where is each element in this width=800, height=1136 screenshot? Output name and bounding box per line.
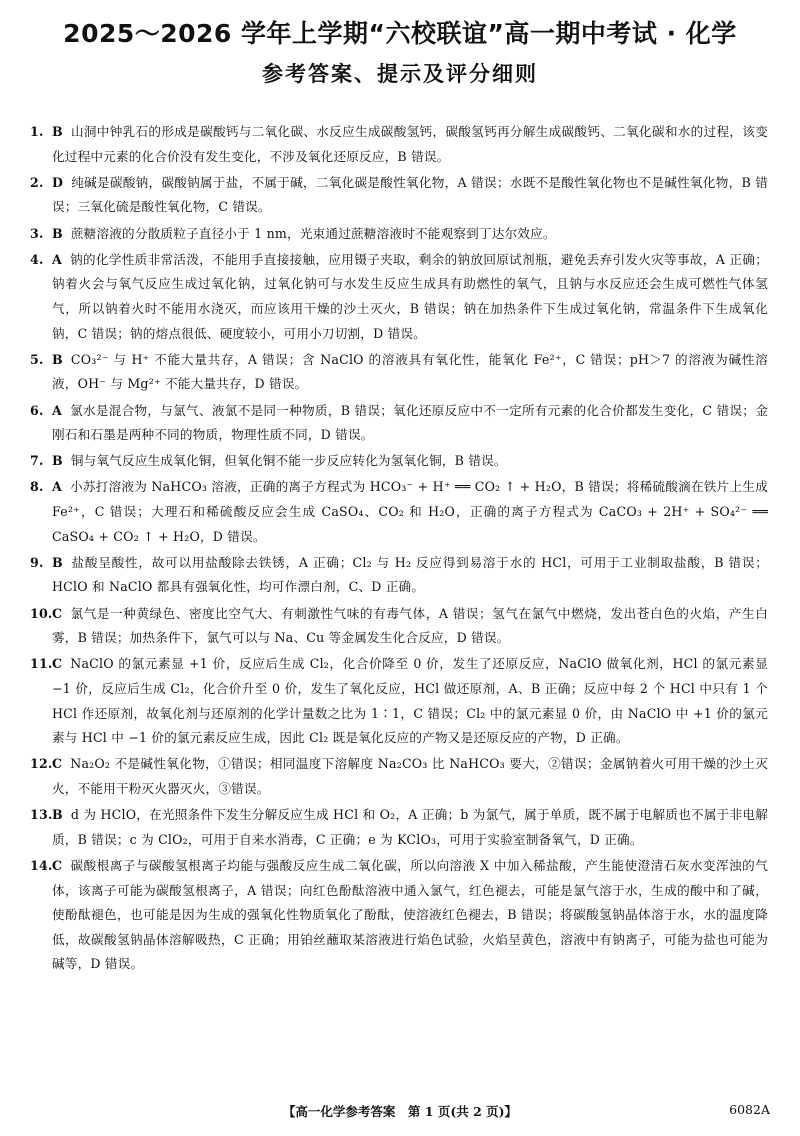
answer-letter: B [52,225,63,241]
explanation-text: 氯气是一种黄绿色、密度比空气大、有刺激性气味的有毒气体，A 错误；氢气在氯气中燃烧，发出苍白色的火焰，产生白雾，B 错误；加热条件下，氯气可以与 Na、Cu 等金属发生化合反应，D 错误。 [52,605,768,646]
explanation-text: 钠的化学性质非常活泼，不能用手直接接触，应用镊子夹取，剩余的钠放回原试剂瓶，避免丢弃引发火灾等事故，A 正确；钠着火会与氧气反应生成过氧化钠，过氧化钠可与水发生反应生成具有助燃性的氧气，且钠与水反应还会生成可燃性气体氢气，所以钠着火时不能用水浇灭，而应该用干燥的沙土灭火，B 错误；钠在加热条件下生成过氧化钠，常温条件下生成氧化钠，C 错误；钠的熔点很低、硬度较小，可用小刀切割，D 错误。 [52,251,768,341]
answer-item [30,752,768,801]
question-number: 3. [30,225,44,241]
answer-item [30,652,768,750]
answer-item [30,171,768,220]
question-number: 5. [30,351,44,367]
explanation-text: 小苏打溶液为 NaHCO₃ 溶液，正确的离子方程式为 HCO₃⁻ + H⁺ ══ CO₂ ↑ + H₂O，B 错误；将稀硫酸滴在铁片上生成 Fe²⁺，C 错误；大理石和稀硫酸反应会生成 CaSO₄、CO₂ 和 H₂O，正确的离子方程式为 CaCO₃ + 2H⁺ + SO₄²⁻ ══ CaSO₄ + CO₂ ↑ + H₂O，D 错误。 [52,479,768,544]
answer-letter: C [52,756,63,772]
question-number: 13. [30,807,53,823]
answer-letter: B [52,453,63,469]
page-title: 2025～2026 学年上学期“六校联谊”高一期中考试 · 化学 [63,19,737,48]
question-number: 10. [30,605,53,621]
answer-item [30,222,768,247]
answer-item [30,475,768,549]
question-number: 4. [30,251,44,267]
answer-item [30,602,768,651]
answer-list [30,120,768,979]
document-code: 6082A [729,1102,770,1117]
answer-letter: C [52,857,63,873]
answer-item [30,803,768,852]
answer-letter: C [52,605,63,621]
answer-item [30,399,768,448]
explanation-text: NaClO 的氯元素显 +1 价，反应后生成 Cl₂，化合价降至 0 价，发生了还原反应，NaClO 做氧化剂，HCl 的氯元素显 −1 价，反应后生成 Cl₂，化合价升至 0 价，发生了氧化反应，HCl 做还原剂，A、B 正确；反应中每 2 个 HCl 中只有 1 个 HCl 作还原剂，故氧化剂与还原剂的化学计量数之比为 1∶1，C 错误；Cl₂ 中的氯元素显 0 价，由 NaClO 中 +1 价的氯元素与 HCl 中 −1 价的氯元素反应生成，因此 Cl₂ 既是氧化反应的产物又是还原反应的产物，D 正确。 [52,656,768,746]
explanation-text: 盐酸呈酸性，故可以用盐酸除去铁锈，A 正确；Cl₂ 与 H₂ 反应得到易溶于水的 HCl，可用于工业制取盐酸，B 错误；HClO 和 NaClO 都具有强氧化性，均可作漂白剂，C、D 正确。 [52,554,768,595]
question-number: 9. [30,554,44,570]
answer-item [30,120,768,169]
explanation-text: 碳酸根离子与碳酸氢根离子均能与强酸反应生成二氧化碳，所以向溶液 X 中加入稀盐酸，产生能使澄清石灰水变浑浊的气体，该离子可能为碳酸氢根离子，A 错误；向红色酚酞溶液中通入氯气，红色褪去，可能是氯气溶于水，生成的酸中和了碱，使酚酞褪色，也可能是因为生成的强氧化性物质氧化了酚酞，使溶液红色褪去，B 错误；将碳酸氢钠晶体溶于水，水的温度降低，故碳酸氢钠晶体溶解吸热，C 正确；用铂丝蘸取某溶液进行焰色试验，火焰呈黄色，溶液中有钠离子，可能为盐也可能为碱等，D 错误。 [52,857,768,972]
answer-letter: C [52,656,63,672]
question-number: 8. [30,479,44,495]
explanation-text: 纯碱是碳酸钠，碳酸钠属于盐，不属于碱，二氧化碳是酸性氧化物，A 错误；水既不是酸性氧化物也不是碱性氧化物，B 错误；三氧化硫是酸性氧化物，C 错误。 [52,174,768,215]
answer-letter: B [52,124,63,139]
question-number: 2. [30,174,44,190]
answer-letter: B [52,807,63,823]
question-number: 12. [30,756,53,772]
answer-item [30,551,768,600]
answer-item [30,348,768,397]
page-subtitle: 参考答案、提示及评分细则 [262,62,538,86]
answer-letter: B [52,351,63,367]
explanation-text: CO₃²⁻ 与 H⁺ 不能大量共存，A 错误；含 NaClO 的溶液具有氧化性，能氧化 Fe²⁺，C 错误；pH＞7 的溶液为碱性溶液，OH⁻ 与 Mg²⁺ 不能大量共存，D 错误。 [52,351,768,392]
answer-letter: A [52,479,62,495]
answer-letter: A [52,251,62,267]
question-number: 11. [30,656,53,672]
explanation-text: d 为 HClO，在光照条件下发生分解反应生成 HCl 和 O₂，A 正确；b 为氯气，属于单质，既不属于电解质也不属于非电解质，B 错误；c 为 ClO₂，可用于自来水消毒，C 正确；e 为 KClO₃，可用于实验室制备氧气，D 正确。 [52,807,768,847]
question-number: 7. [30,453,44,469]
question-number: 6. [30,402,44,418]
page-footer: 【高一化学参考答案 第 1 页(共 2 页)】 [282,1104,518,1119]
answer-item [30,449,768,474]
question-number: 14. [30,857,53,873]
answer-item [30,248,768,346]
explanation-text: 山洞中钟乳石的形成是碳酸钙与二氧化碳、水反应生成碳酸氢钙，碳酸氢钙再分解生成碳酸钙、二氧化碳和水的过程，该变化过程中元素的化合价没有发生变化，不涉及氧化还原反应，B 错误。 [52,124,768,164]
explanation-text: 蔗糖溶液的分散质粒子直径小于 1 nm，光束通过蔗糖溶液时不能观察到丁达尔效应。 [70,225,556,241]
answer-letter: A [52,402,62,418]
question-number: 1. [30,124,44,139]
answer-item [30,854,768,977]
answer-letter: D [52,174,64,190]
answer-letter: B [52,554,63,570]
explanation-text: 铜与氧气反应生成氧化铜，但氧化铜不能一步反应转化为氢氧化铜，B 错误。 [70,453,507,469]
explanation-text: Na₂O₂ 不是碱性氧化物，①错误；相同温度下溶解度 Na₂CO₃ 比 NaHCO₃ 要大，②错误；金属钠着火可用干燥的沙土灭火，不能用干粉灭火器灭火，③错误。 [52,756,768,796]
explanation-text: 氯水是混合物，与氯气、液氯不是同一种物质，B 错误；氧化还原反应中不一定所有元素的化合价都发生变化，C 错误；金刚石和石墨是两种不同的物质，物理性质不同，D 错误。 [52,402,768,443]
